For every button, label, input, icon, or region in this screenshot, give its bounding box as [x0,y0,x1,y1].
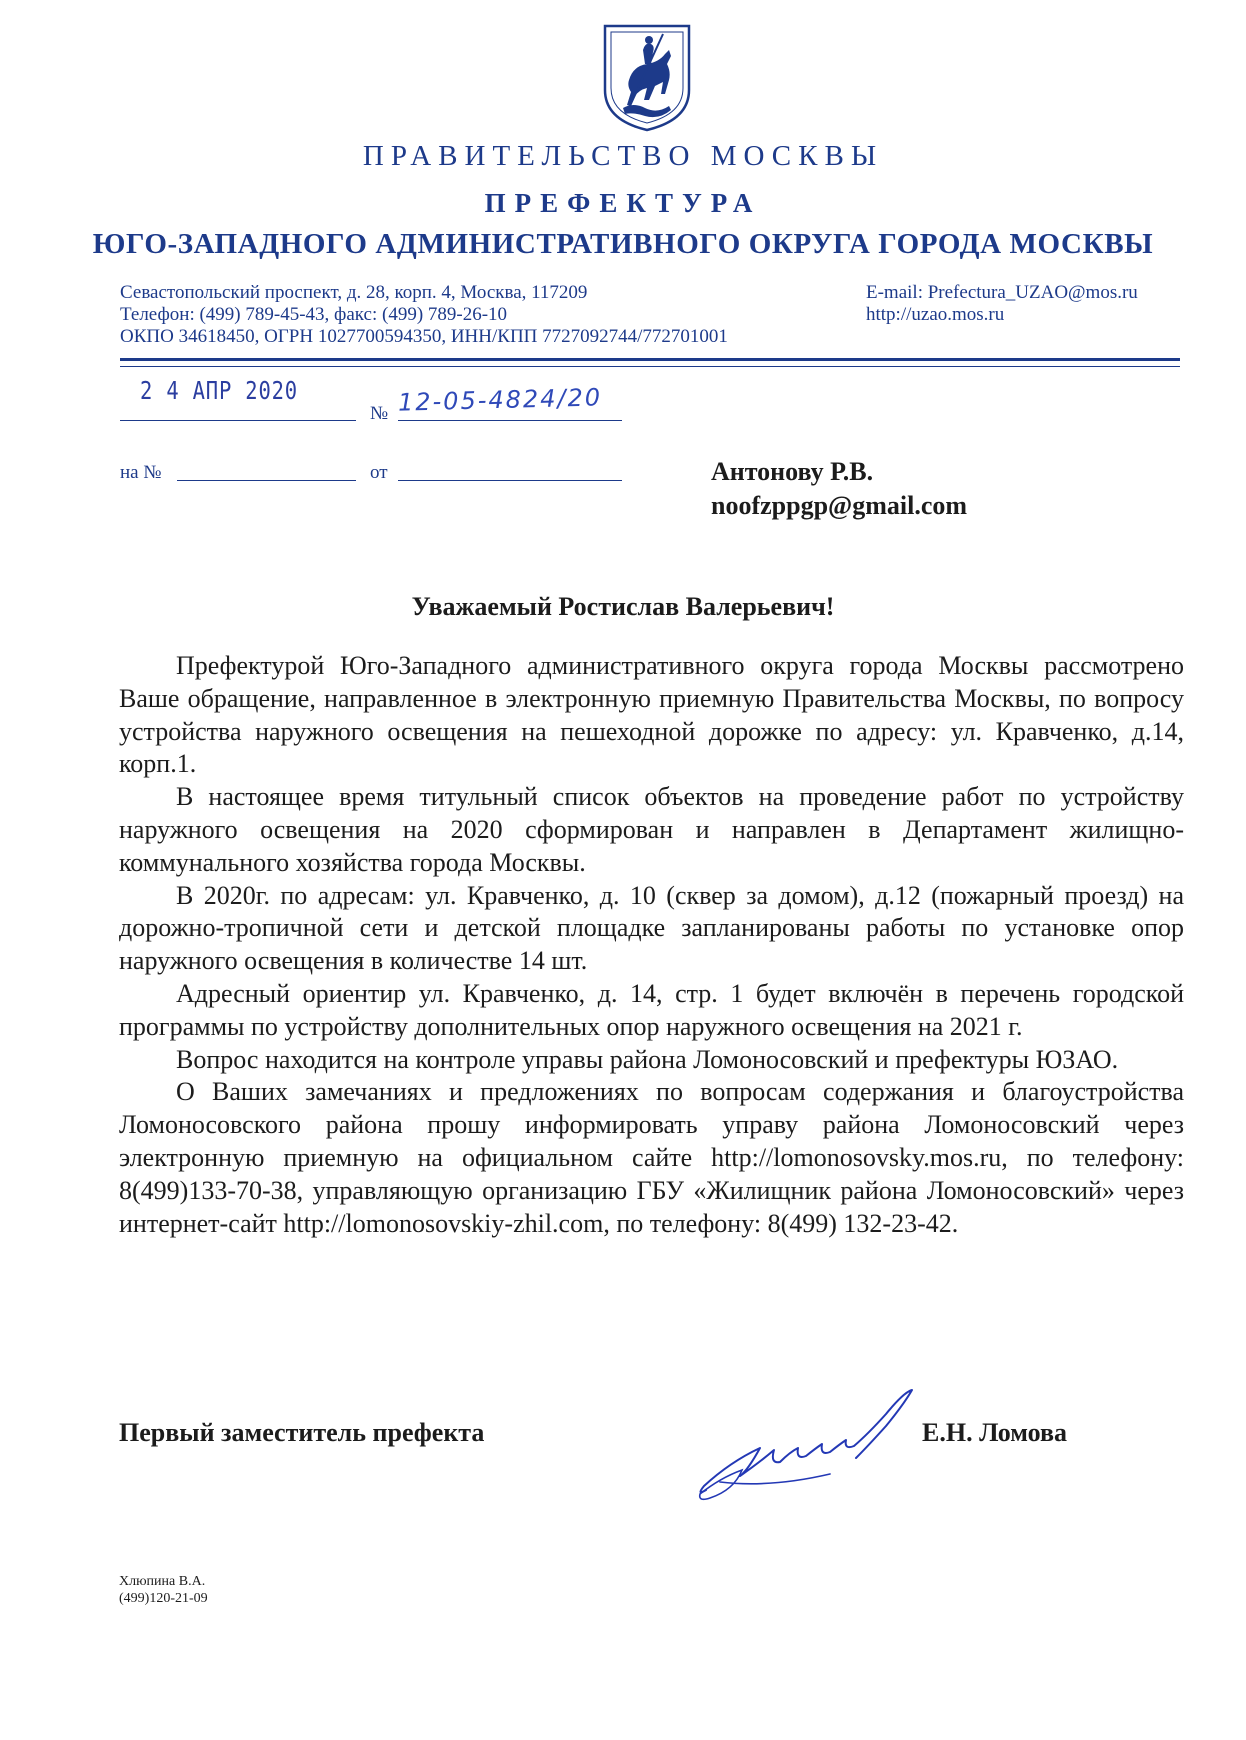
header-divider-thick [120,358,1180,361]
letterhead-contacts-right [866,282,1186,326]
number-label: № [370,403,389,424]
addressee-block [711,455,967,523]
body-paragraph: Адресный ориентир ул. Кравченко, д. 14, стр. 1 будет включён в перечень городской программы по устройству дополнительных опор наружного освещения на 2021 г. [119,978,1184,1041]
ref-number-label: на № [120,462,162,483]
outgoing-number: 12-05-4824/20 [397,383,603,417]
codes-line: ОКПО 34618450, ОГРН 1027700594350, ИНН/КПП 7727092744/772701001 [120,326,728,347]
moscow-coat-of-arms-icon [599,20,695,134]
number-field-line [398,420,622,421]
signer-position: Первый заместитель префекта [119,1418,485,1447]
body-paragraph: В 2020г. по адресам: ул. Кравченко, д. 10 (сквер за домом), д.12 (пожарный проезд) на дорожно-тропичной сети и детской площадке запланированы работы по установке опор наружного освещения в количестве 14 шт. [119,880,1184,976]
address-line: Севастопольский проспект, д. 28, корп. 4, Москва, 117209 [120,282,588,303]
body-paragraph: Вопрос находится на контроле управы района Ломоносовский и префектуры ЮЗАО. [176,1044,1119,1074]
addressee-name: Антонову Р.В. [711,457,874,486]
date-field-line [120,420,356,421]
executor-phone: (499)120-21-09 [119,1591,208,1606]
header-divider-thin [120,366,1180,367]
ref-date-label: от [370,462,388,483]
district-title: ЮГО-ЗАПАДНОГО АДМИНИСТРАТИВНОГО ОКРУГА ГОРОДА МОСКВЫ [92,228,1154,260]
letter-body [119,650,1184,1240]
email-line: E-mail: Prefectura_UZAO@mos.ru [866,282,1138,303]
handwritten-signature [690,1378,930,1508]
salutation: Уважаемый Ростислав Валерьевич! [411,592,835,621]
addressee-email: noofzppgp@gmail.com [711,491,968,520]
ref-date-field-line [398,480,622,481]
prefecture-title: ПРЕФЕКТУРА [484,188,762,218]
executor-name: Хлюпина В.А. [119,1574,206,1589]
government-title: ПРАВИТЕЛЬСТВО МОСКВЫ [362,140,884,172]
body-paragraph: Префектурой Юго-Западного административного округа города Москвы рассмотрено Ваше обращение, направленное в электронную приемную Правительства Москвы, по вопросу устройства наружного освещения на пешеходной дорожке по адресу: ул. Кравченко, д.14, корп.1. [119,651,1184,779]
date-stamp: 2 4 АПР 2020 [140,376,298,405]
body-paragraph: О Ваших замечаниях и предложениях по вопросам содержания и благоустройства Ломоносовского района прошу информировать управу района Ломоносовский через электронную приемную на официальном сайте http://lomonosovsky.mos.ru, по телефону: 8(499)133-70-38, управляющую организацию ГБУ «Жилищник района Ломоносовский» через интернет-сайт http://lomonosovskiy-zhil.com, по телефону: 8(499) 132-23-42. [119,1077,1184,1238]
phone-line: Телефон: (499) 789-45-43, факс: (499) 789-26-10 [120,304,508,325]
ref-number-field-line [177,480,356,481]
site-line: http://uzao.mos.ru [866,304,1005,325]
body-paragraph: В настоящее время титульный список объектов на проведение работ по устройству наружного освещения на 2020 сформирован и направлен в Департамент жилищно-коммунального хозяйства города Москвы. [119,782,1184,877]
executor-block [119,1573,208,1607]
letterhead-contacts-left [120,282,840,348]
signer-name: Е.Н. Ломова [922,1418,1068,1447]
